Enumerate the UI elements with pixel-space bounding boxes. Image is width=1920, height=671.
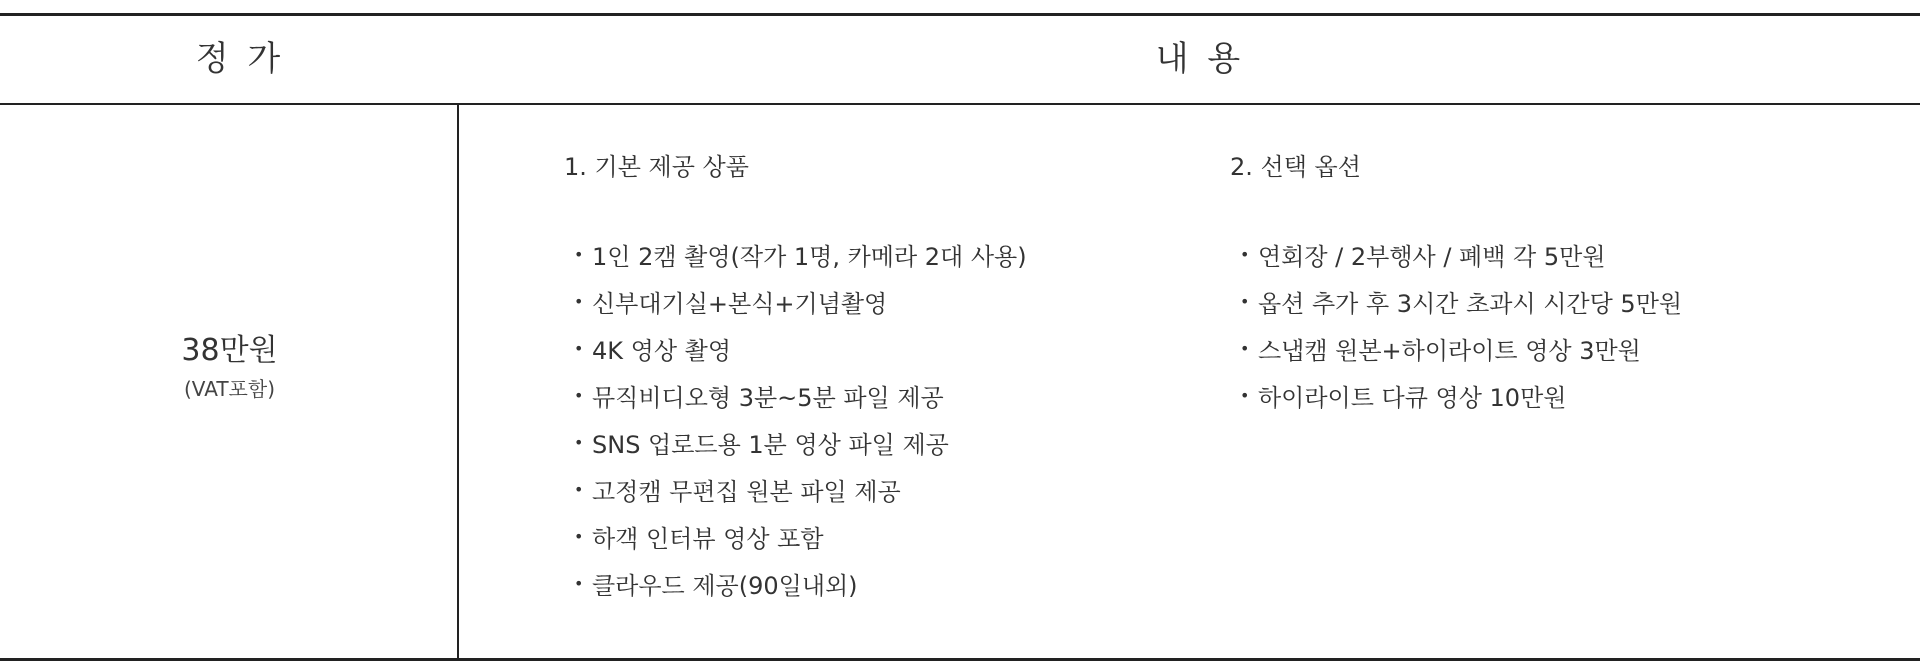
item-text: 뮤직비디오형 3분~5분 파일 제공 — [592, 384, 944, 412]
table-body-row — [0, 105, 1920, 658]
item-text: 스냅캠 원본+하이라이트 영상 3만원 — [1258, 337, 1641, 365]
list-item — [574, 428, 1027, 475]
item-text: 신부대기실+본식+기념촬영 — [592, 290, 888, 318]
options-list — [1240, 240, 1682, 428]
price-header: 정 가 — [195, 39, 285, 79]
bullet-icon: • — [1240, 292, 1250, 311]
content-header: 내 용 — [1155, 39, 1245, 79]
list-item — [1240, 334, 1682, 381]
list-item — [1240, 240, 1682, 287]
bullet-icon: • — [574, 480, 584, 499]
item-text: 고정캠 무편집 원본 파일 제공 — [592, 478, 901, 506]
price-amount: 38만원 — [181, 333, 278, 368]
item-text: 하이라이트 다큐 영상 10만원 — [1258, 384, 1567, 412]
table-header-row — [0, 16, 1920, 105]
item-text: 1인 2캠 촬영(작가 1명, 카메라 2대 사용) — [592, 243, 1027, 271]
price-table — [0, 13, 1920, 661]
bullet-icon: • — [574, 574, 584, 593]
list-item — [574, 381, 1027, 428]
bullet-icon: • — [574, 339, 584, 358]
list-item — [574, 240, 1027, 287]
bullet-icon: • — [1240, 386, 1250, 405]
item-text: 클라우드 제공(90일내외) — [592, 572, 858, 600]
bullet-icon: • — [574, 433, 584, 452]
item-text: 연회장 / 2부행사 / 폐백 각 5만원 — [1258, 243, 1606, 271]
list-item — [574, 569, 1027, 616]
basic-package-title: 1. 기본 제공 상품 — [564, 153, 749, 181]
basic-package-list — [574, 240, 1027, 616]
bullet-icon: • — [574, 527, 584, 546]
list-item — [574, 287, 1027, 334]
list-item — [1240, 381, 1682, 428]
bullet-icon: • — [1240, 339, 1250, 358]
bullet-icon: • — [574, 292, 584, 311]
price-vat-note: (VAT포함) — [184, 377, 275, 401]
item-text: 하객 인터뷰 영상 포함 — [592, 525, 824, 553]
list-item — [1240, 287, 1682, 334]
item-text: 4K 영상 촬영 — [592, 337, 732, 365]
list-item — [574, 334, 1027, 381]
price-cell — [0, 105, 459, 658]
item-text: 옵션 추가 후 3시간 초과시 시간당 5만원 — [1258, 290, 1683, 318]
list-item — [574, 522, 1027, 569]
bullet-icon: • — [1240, 245, 1250, 264]
bullet-icon: • — [574, 386, 584, 405]
bullet-icon: • — [574, 245, 584, 264]
options-title: 2. 선택 옵션 — [1230, 153, 1361, 181]
item-text: SNS 업로드용 1분 영상 파일 제공 — [592, 431, 949, 459]
list-item — [574, 475, 1027, 522]
